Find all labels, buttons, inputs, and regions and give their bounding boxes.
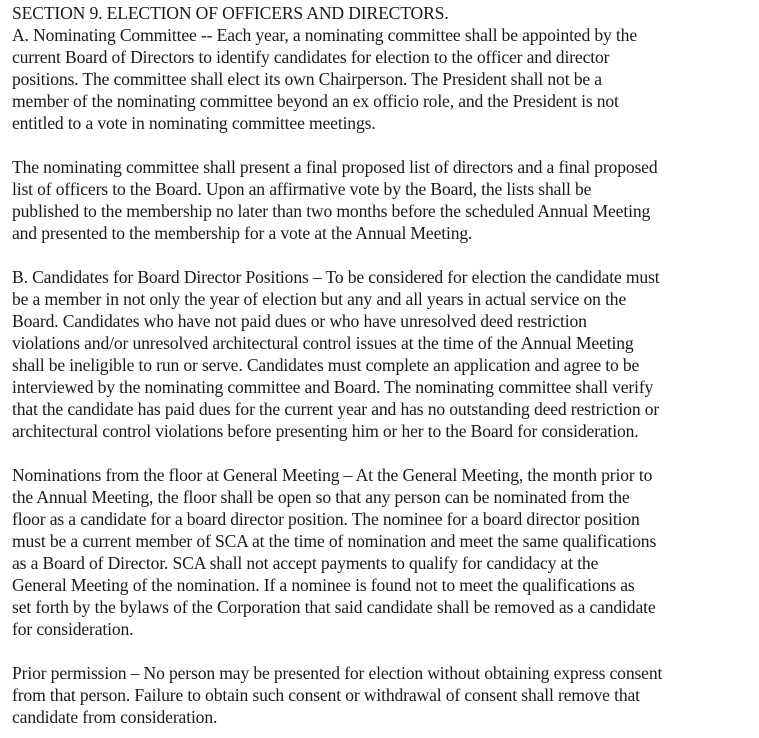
paragraph-prior-permission xyxy=(12,662,757,728)
text-line: and presented to the membership for a vote at the Annual Meeting. xyxy=(12,223,473,243)
text-line: positions. The committee shall elect its own Chairperson. The President shall not be a xyxy=(12,69,602,89)
text-line: entitled to a vote in nominating committee meetings. xyxy=(12,113,376,133)
paragraph-spacer xyxy=(12,442,757,464)
text-line: floor as a candidate for a board director position. The nominee for a board director position xyxy=(12,509,640,529)
text-line: Board. Candidates who have not paid dues or who have unresolved deed restriction xyxy=(12,311,587,331)
text-line: General Meeting of the nomination. If a nominee is found not to meet the qualifications as xyxy=(12,575,635,595)
text-line: from that person. Failure to obtain such consent or withdrawal of consent shall remove that xyxy=(12,685,640,705)
text-line: as a Board of Director. SCA shall not accept payments to qualify for candidacy at the xyxy=(12,553,599,573)
text-line: Nominations from the floor at General Meeting – At the General Meeting, the month prior to xyxy=(12,465,653,485)
text-line: current Board of Directors to identify candidates for election to the officer and director xyxy=(12,47,610,67)
text-line: that the candidate has paid dues for the current year and has no outstanding deed restriction or xyxy=(12,399,660,419)
paragraph-spacer xyxy=(12,244,757,266)
text-line: list of officers to the Board. Upon an affirmative vote by the Board, the lists shall be xyxy=(12,179,592,199)
text-line: must be a current member of SCA at the time of nomination and meet the same qualifications xyxy=(12,531,657,551)
paragraph-nominating-committee xyxy=(12,24,757,134)
document-page xyxy=(12,2,757,728)
text-line: architectural control violations before presenting him or her to the Board for consideration. xyxy=(12,421,639,441)
text-line: set forth by the bylaws of the Corporation that said candidate shall be removed as a candidate xyxy=(12,597,656,617)
text-line: A. Nominating Committee -- Each year, a nominating committee shall be appointed by the xyxy=(12,25,637,45)
text-line: member of the nominating committee beyond an ex officio role, and the President is not xyxy=(12,91,619,111)
text-line: the Annual Meeting, the floor shall be open so that any person can be nominated from the xyxy=(12,487,630,507)
paragraph-spacer xyxy=(12,134,757,156)
text-line: be a member in not only the year of election but any and all years in actual service on the xyxy=(12,289,627,309)
paragraph-floor-nominations xyxy=(12,464,757,640)
text-line: candidate from consideration. xyxy=(12,707,218,727)
text-line: Prior permission – No person may be presented for election without obtaining express consent xyxy=(12,663,663,683)
paragraph-spacer xyxy=(12,640,757,662)
text-line: interviewed by the nominating committee and Board. The nominating committee shall verify xyxy=(12,377,654,397)
text-line: published to the membership no later than two months before the scheduled Annual Meeting xyxy=(12,201,651,221)
text-line: violations and/or unresolved architectural control issues at the time of the Annual Meeting xyxy=(12,333,634,353)
text-line: shall be ineligible to run or serve. Candidates must complete an application and agree to be xyxy=(12,355,640,375)
text-line: B. Candidates for Board Director Positions – To be considered for election the candidate must xyxy=(12,267,660,287)
text-line: The nominating committee shall present a final proposed list of directors and a final proposed xyxy=(12,157,658,177)
paragraph-proposed-lists xyxy=(12,156,757,244)
paragraph-board-director-candidates xyxy=(12,266,757,442)
text-line: for consideration. xyxy=(12,619,134,639)
section-heading: SECTION 9. ELECTION OF OFFICERS AND DIRECTORS. xyxy=(12,3,449,23)
